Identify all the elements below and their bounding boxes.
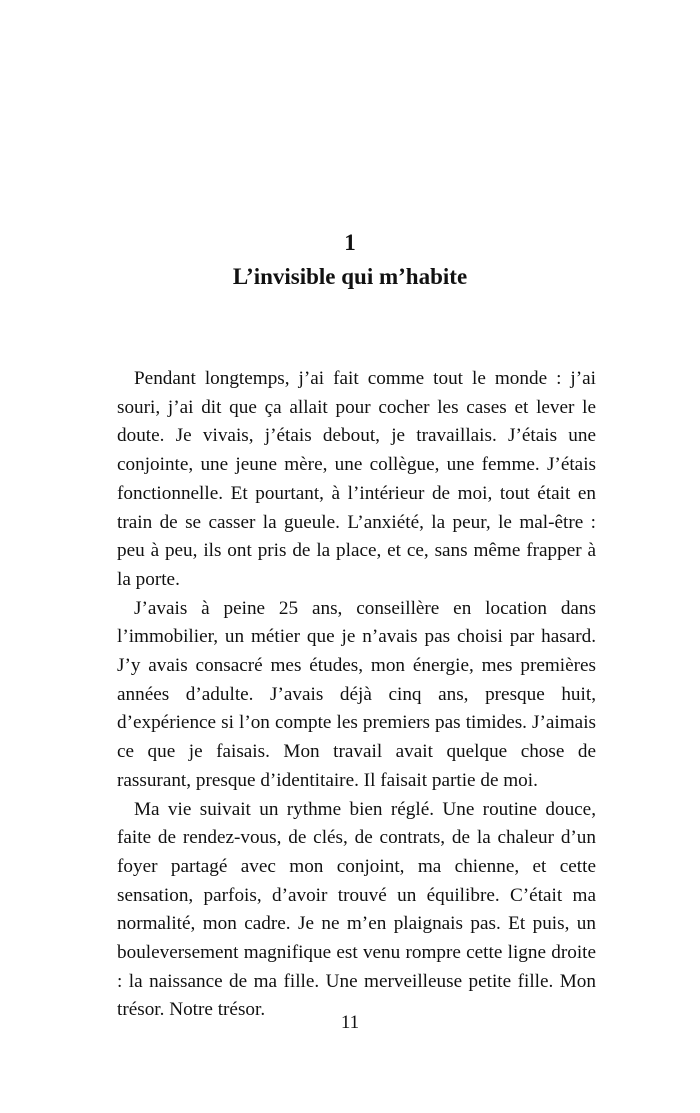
paragraph: Ma vie suivait un rythme bien réglé. Une routine douce, faite de rendez-vous, de clés, de contrats, de la chaleur d’un foyer partagé avec mon conjoint, ma chienne, et cette sensation, parfois, d’avoir trouvé un équilibre. C’était ma normalité, mon cadre. Je ne m’en plaignais pas. Et puis, un bouleversement magnifique est venu rompre cette ligne droite : la naissance de ma fille. Une merveilleuse petite fille. Mon trésor. Notre trésor.	[117, 798, 596, 1021]
chapter-number: 1	[344, 230, 356, 255]
paragraph: J’avais à peine 25 ans, conseillère en location dans l’immobilier, un métier que je n’avais pas choisi par hasard. J’y avais consacré mes études, mon énergie, mes premières années d’adulte. J’avais déjà cinq ans, presque huit, d’expérience si l’on compte les premiers pas timides. J’aimais ce que je faisais. Mon travail avait quelque chose de rassurant, presque d’identitaire. Il faisait partie de moi.	[117, 597, 596, 791]
page-number: 11	[340, 1012, 360, 1033]
paragraph: Pendant longtemps, j’ai fait comme tout le monde : j’ai souri, j’ai dit que ça allait pour cocher les cases et lever le doute. Je vivais, j’étais debout, je travaillais. J’étais une conjointe, une jeune mère, une collègue, une femme. J’étais fonctionnelle. Et pourtant, à l’intérieur de moi, tout était en train de se casser la gueule. L’anxiété, la peur, le mal-être : peu à peu, ils ont pris de la place, et ce, sans même frapper à la porte.	[117, 368, 596, 590]
chapter-body	[117, 365, 596, 1025]
chapter-title: L’invisible qui m’habite	[232, 264, 468, 289]
